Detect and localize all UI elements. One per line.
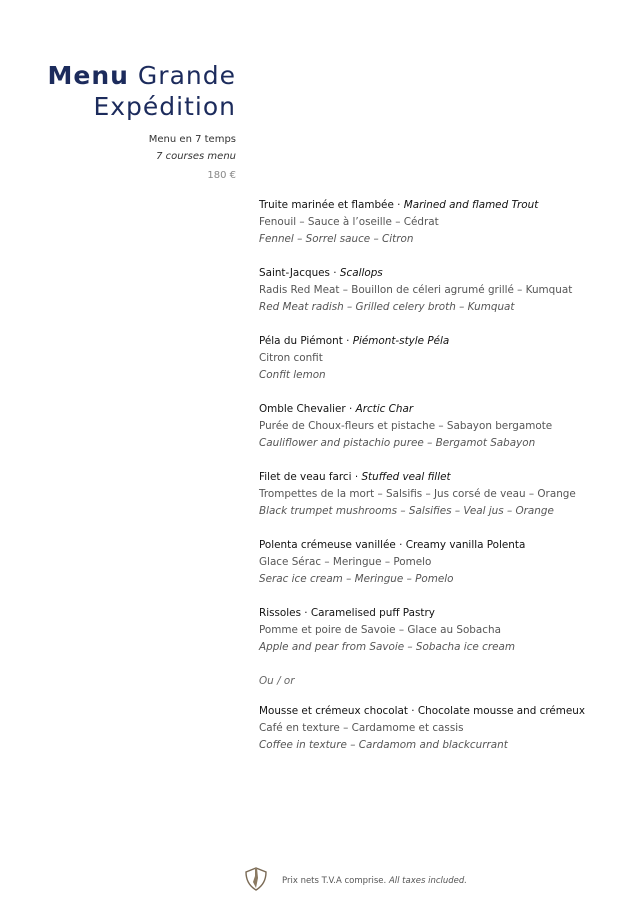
dish-desc-fr: Café en texture – Cardamome et cassis bbox=[259, 722, 464, 734]
dish-name-en: Scallops bbox=[339, 267, 383, 279]
dish-name-fr: Péla du Piémont bbox=[259, 335, 343, 347]
dish-desc-en: Apple and pear from Savoie – Sobacha ice cream bbox=[259, 641, 515, 653]
dish-desc-fr: Glace Sérac – Meringue – Pomelo bbox=[259, 556, 432, 568]
dish-name-fr: Rissoles bbox=[259, 607, 301, 619]
dish: Péla du Piémont · Piémont-style Péla Citron confit Confit lemon bbox=[259, 333, 629, 401]
dish-desc-fr: Citron confit bbox=[259, 352, 323, 364]
dish: Mousse et crémeux chocolat · Chocolate mousse and crémeux Café en texture – Cardamome et cassis Coffee in texture – Cardamom and blackcurrant bbox=[259, 703, 629, 771]
dish-desc-en: Black trumpet mushrooms – Salsifies – Veal jus – Orange bbox=[259, 505, 554, 517]
dish-name-en: Marined and flamed Trout bbox=[403, 199, 539, 211]
dish-desc-en: Cauliflower and pistachio puree – Bergamot Sabayon bbox=[259, 437, 536, 449]
dish-name-fr: Polenta crémeuse vanillée bbox=[259, 539, 396, 551]
dish-name-fr: Saint-Jacques bbox=[259, 267, 330, 279]
dish-list bbox=[259, 197, 629, 771]
dish-desc-fr: Pomme et poire de Savoie – Glace au Sobacha bbox=[259, 624, 501, 636]
dish: Polenta crémeuse vanillée · Creamy vanilla Polenta Glace Sérac – Meringue – Pomelo Serac ice cream – Meringue – Pomelo bbox=[259, 537, 629, 605]
footer-text-fr: Prix nets T.V.A comprise. bbox=[282, 875, 387, 886]
dish-desc-fr: Purée de Choux-fleurs et pistache – Sabayon bergamote bbox=[259, 420, 553, 432]
dish-desc-en: Red Meat radish – Grilled celery broth – Kumquat bbox=[259, 301, 515, 313]
dish-desc-fr: Radis Red Meat – Bouillon de céleri agrumé grillé – Kumquat bbox=[259, 284, 573, 296]
dish-name-fr: Mousse et crémeux chocolat bbox=[259, 705, 408, 717]
footer-text-en: All taxes included. bbox=[388, 875, 468, 886]
dish-name-en: Chocolate mousse and crémeux bbox=[417, 705, 586, 717]
dish: Saint-Jacques · Scallops Radis Red Meat – Bouillon de céleri agrumé grillé – Kumquat Red Meat radish – Grilled celery broth – Kumquat bbox=[259, 265, 629, 333]
or-separator: Ou / or bbox=[259, 675, 295, 687]
price: 180 € bbox=[207, 170, 236, 181]
dish-desc-en: Serac ice cream – Meringue – Pomelo bbox=[259, 573, 454, 585]
subtitle-fr: Menu en 7 temps bbox=[148, 134, 236, 145]
dish-desc-en: Confit lemon bbox=[259, 369, 326, 381]
crest-logo-icon bbox=[244, 866, 268, 895]
dish-name-fr: Omble Chevalier bbox=[259, 403, 346, 415]
dish-name-en: Arctic Char bbox=[355, 403, 414, 415]
dish-name-fr: Truite marinée et flambée bbox=[259, 199, 394, 211]
footer bbox=[244, 866, 467, 895]
title-line2: Expédition bbox=[93, 92, 236, 121]
dish-name-en: Caramelised puff Pastry bbox=[310, 607, 435, 619]
dish-name-en: Creamy vanilla Polenta bbox=[405, 539, 526, 551]
dish-name-en: Piémont-style Péla bbox=[352, 335, 450, 347]
dish: Truite marinée et flambée · Marined and flamed Trout Fenouil – Sauce à l’oseille – Cédrat Fennel – Sorrel sauce – Citron bbox=[259, 197, 629, 265]
page-title bbox=[48, 60, 236, 122]
dish: Rissoles · Caramelised puff Pastry Pomme et poire de Savoie – Glace au Sobacha Apple and pear from Savoie – Sobacha ice cream bbox=[259, 605, 629, 673]
dish-desc-en: Coffee in texture – Cardamom and blackcurrant bbox=[259, 739, 508, 751]
dish: Filet de veau farci · Stuffed veal fillet Trompettes de la mort – Salsifis – Jus corsé de veau – Orange Black trumpet mushrooms – Salsifies – Veal jus – Orange bbox=[259, 469, 629, 537]
dish: Omble Chevalier · Arctic Char Purée de Choux-fleurs et pistache – Sabayon bergamote Cauliflower and pistachio puree – Bergamot Sabayon bbox=[259, 401, 629, 469]
dish-desc-fr: Fenouil – Sauce à l’oseille – Cédrat bbox=[259, 216, 439, 228]
dish-desc-en: Fennel – Sorrel sauce – Citron bbox=[259, 233, 414, 245]
dish-name-en: Stuffed veal fillet bbox=[361, 471, 451, 483]
title-bold: Menu bbox=[47, 61, 129, 90]
dish-name-fr: Filet de veau farci bbox=[259, 471, 352, 483]
title-rest: Grande bbox=[137, 61, 236, 90]
subtitle-en: 7 courses menu bbox=[156, 151, 236, 162]
dish-desc-fr: Trompettes de la mort – Salsifis – Jus corsé de veau – Orange bbox=[259, 488, 576, 500]
